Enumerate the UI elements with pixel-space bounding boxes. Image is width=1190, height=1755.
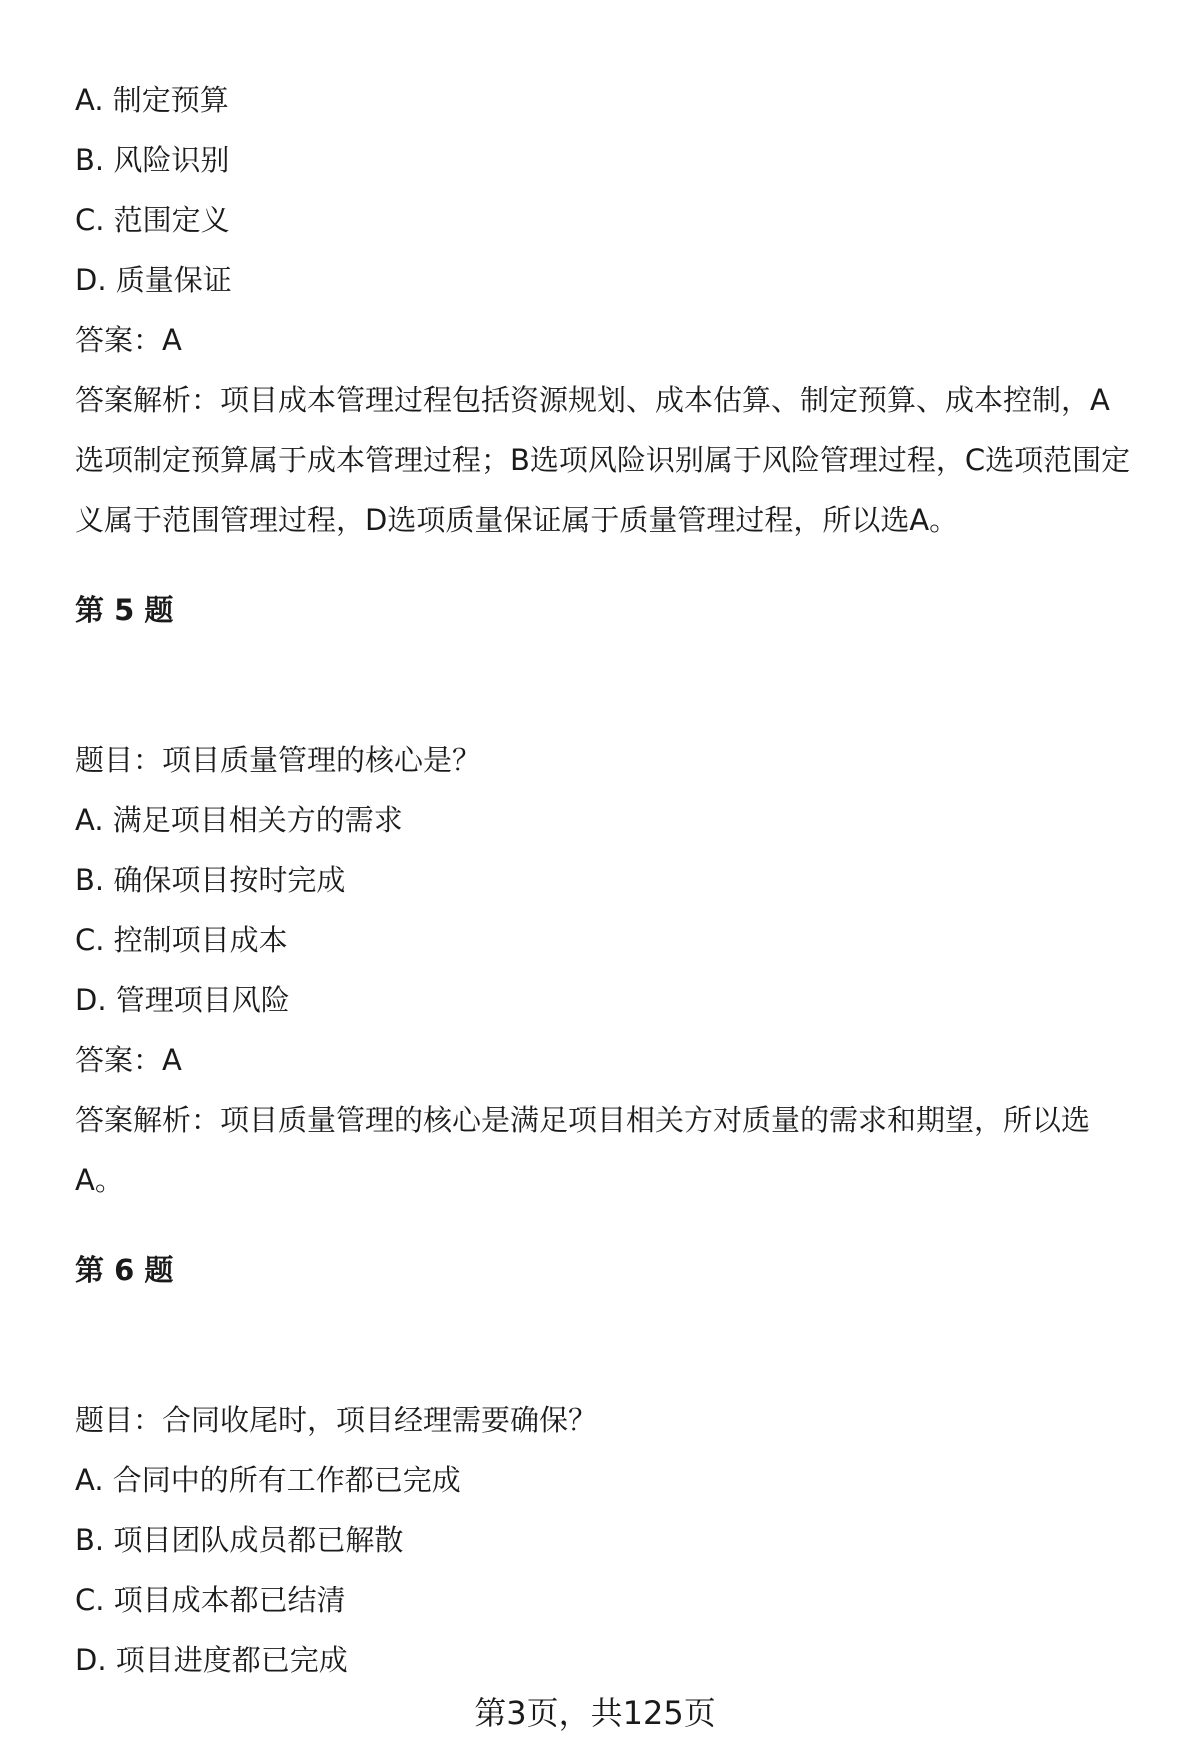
analysis-line: 选项制定预算属于成本管理过程；B选项风险识别属于风险管理过程，C选项范围定 — [75, 443, 1131, 477]
option-c: C. 控制项目成本 — [75, 923, 288, 957]
spacer — [75, 1300, 1175, 1390]
question-5-heading: 第 5 题 — [75, 593, 174, 627]
analysis-line: 答案解析：项目成本管理过程包括资源规划、成本估算、制定预算、成本控制，A — [75, 383, 1110, 417]
answer: 答案：A — [75, 323, 182, 357]
answer: 答案：A — [75, 1043, 182, 1077]
option-b: B. 风险识别 — [75, 143, 230, 177]
spacer — [75, 640, 1175, 730]
question-5 — [75, 730, 1175, 1210]
option-c: C. 项目成本都已结清 — [75, 1583, 346, 1617]
question-6-heading: 第 6 题 — [75, 1253, 174, 1287]
option-a: A. 满足项目相关方的需求 — [75, 803, 403, 837]
question-text: 题目：项目质量管理的核心是？ — [75, 743, 482, 777]
analysis-line: A。 — [75, 1163, 124, 1197]
option-a: A. 合同中的所有工作都已完成 — [75, 1463, 461, 1497]
option-a: A. 制定预算 — [75, 83, 229, 117]
option-b: B. 确保项目按时完成 — [75, 863, 346, 897]
option-d: D. 质量保证 — [75, 263, 232, 297]
option-c: C. 范围定义 — [75, 203, 230, 237]
question-text: 题目：合同收尾时，项目经理需要确保？ — [75, 1403, 598, 1437]
document-page — [75, 70, 1175, 1690]
option-d: D. 管理项目风险 — [75, 983, 290, 1017]
analysis-line: 义属于范围管理过程，D选项质量保证属于质量管理过程，所以选A。 — [75, 503, 959, 537]
analysis-line: 答案解析：项目质量管理的核心是满足项目相关方对质量的需求和期望，所以选 — [75, 1103, 1091, 1137]
question-6 — [75, 1390, 1175, 1690]
option-d: D. 项目进度都已完成 — [75, 1643, 348, 1677]
option-b: B. 项目团队成员都已解散 — [75, 1523, 404, 1557]
question-4-tail — [75, 70, 1175, 550]
page-number-footer: 第3页，共125页 — [474, 1694, 716, 1732]
